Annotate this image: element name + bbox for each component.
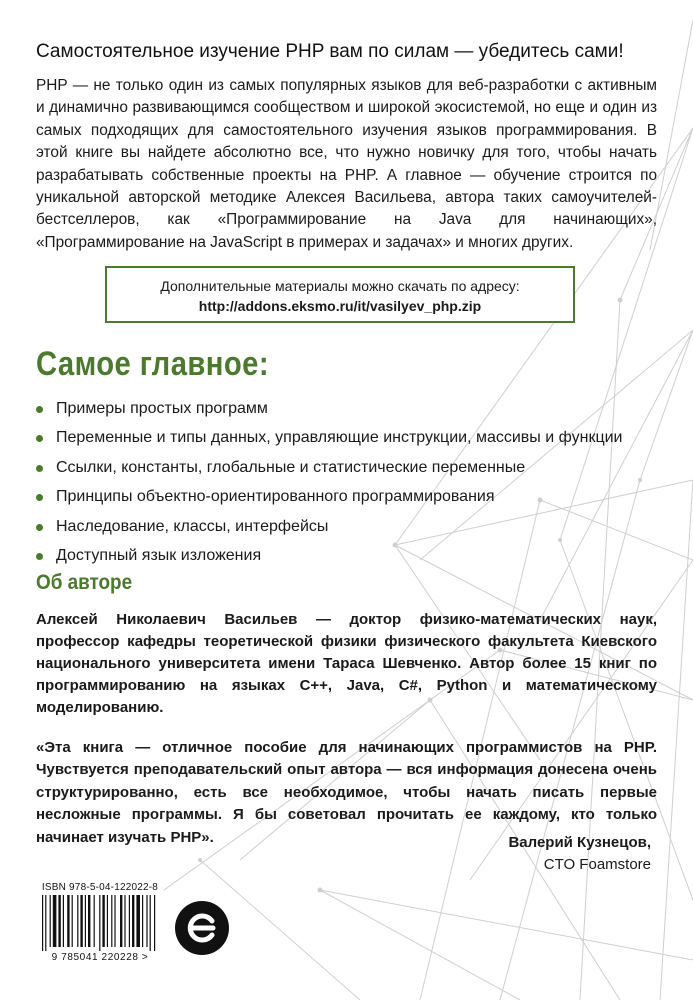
isbn-number: ISBN 978-5-04-122022-8 (41, 882, 159, 893)
barcode-block (36, 882, 164, 966)
barcode-bar (53, 895, 57, 947)
barcode-bar (63, 895, 64, 947)
barcode-bar (146, 895, 147, 947)
main-points-title: Самое главное: (36, 345, 270, 383)
barcode-bar (111, 895, 112, 947)
barcode-bar (102, 895, 104, 947)
list-item (36, 482, 676, 511)
bullet-dot-icon (36, 465, 43, 472)
barcode-bar (142, 895, 143, 947)
list-item (36, 453, 676, 482)
bullet-dot-icon (36, 553, 43, 560)
barcode-bar (85, 895, 86, 947)
barcode-bar (58, 895, 60, 947)
barcode-bar (80, 895, 82, 947)
barcode-bar (45, 895, 46, 951)
download-text: Дополнительные материалы можно скачать по адресу: (160, 278, 520, 294)
list-item (36, 512, 676, 541)
barcode-bar (107, 895, 108, 947)
barcode-bar (132, 895, 134, 947)
bullet-dot-icon (36, 406, 43, 413)
barcode-digits: 9 785041 220228 > (51, 952, 149, 963)
feature-text: Принципы объектно-ориентированного программирования (56, 488, 495, 506)
barcode-icon (36, 895, 164, 951)
intro-paragraph: PHP — не только один из самых популярных языков для веб-разработки с активным и динамично развивающимся сообществом и широкой экосистемой, но еще и один из самых подходящих для самостоятельного изучения языков программирования. В этой книге вы найдете абсолютно все, что нужно новичку для того, чтобы начать разрабатывать собственные проекты на PHP. А главное — обучение строится по уникальной авторской методике Алексея Васильева, автора таких самоучителей-бестселлеров, как «Программирование на Java для начинающих», «Программирование на JavaScript в примерах и задачах» и многих других. (36, 77, 657, 251)
eksmo-logo-icon (174, 900, 230, 956)
feature-text: Переменные и типы данных, управляющие инструкции, массивы и функции (56, 429, 623, 447)
barcode-bar (129, 895, 130, 947)
barcode-bar (99, 895, 100, 951)
feature-text: Ссылки, константы, глобальные и статистические переменные (56, 458, 526, 476)
barcode-bar (154, 895, 155, 951)
barcode-bar (88, 895, 90, 947)
headline: Самостоятельное изучение PHP вам по силам — убедитесь сами! (36, 41, 624, 62)
bullet-dot-icon (36, 524, 43, 531)
download-url-link[interactable]: http://addons.eksmo.ru/it/vasilyev_php.zip (198, 298, 482, 314)
barcode-bar (94, 895, 95, 947)
review-quote: «Эта книга — отличное пособие для начинающих программистов на PHP. Чувствуется преподавательский опыт автора — вся информация донесена очень структурированно, есть все необходимое, чтобы начать писать первые несложные программы. Я бы советовал прочитать ее каждому, кто только начинает изучать PHP». (36, 739, 657, 846)
feature-text: Примеры простых программ (56, 400, 268, 417)
barcode-bar (150, 895, 151, 951)
author-bio: Алексей Николаевич Васильев — доктор физико-математических наук, профессор кафедры теоретической физики физического факультета Киевского национального университета имени Тараса Шевченко. Автор более 15 книг по программированию на языках C++, Java, C#, Python и математическому моделированию. (36, 611, 657, 716)
barcode-bar (42, 895, 43, 951)
quote-author-role: CTO Foamstore (543, 856, 651, 873)
barcode-bar (67, 895, 69, 947)
barcode-bar (50, 895, 51, 947)
barcode-bar (114, 895, 115, 947)
barcode-bar (136, 895, 140, 947)
barcode-bar (124, 895, 125, 947)
feature-text: Наследование, классы, интерфейсы (56, 517, 329, 535)
feature-list (36, 394, 676, 570)
feature-text: Доступный язык изложения (56, 546, 262, 564)
list-item (36, 394, 676, 423)
barcode-bar (72, 895, 73, 947)
barcode-bar (120, 895, 122, 947)
bullet-dot-icon (36, 435, 43, 442)
download-info-box (105, 266, 575, 323)
list-item (36, 541, 676, 570)
author-section-title: Об авторе (36, 571, 133, 594)
bullet-dot-icon (36, 494, 43, 501)
list-item (36, 423, 676, 452)
quote-author-name: Валерий Кузнецов, (508, 834, 651, 851)
barcode-bar (77, 895, 78, 947)
